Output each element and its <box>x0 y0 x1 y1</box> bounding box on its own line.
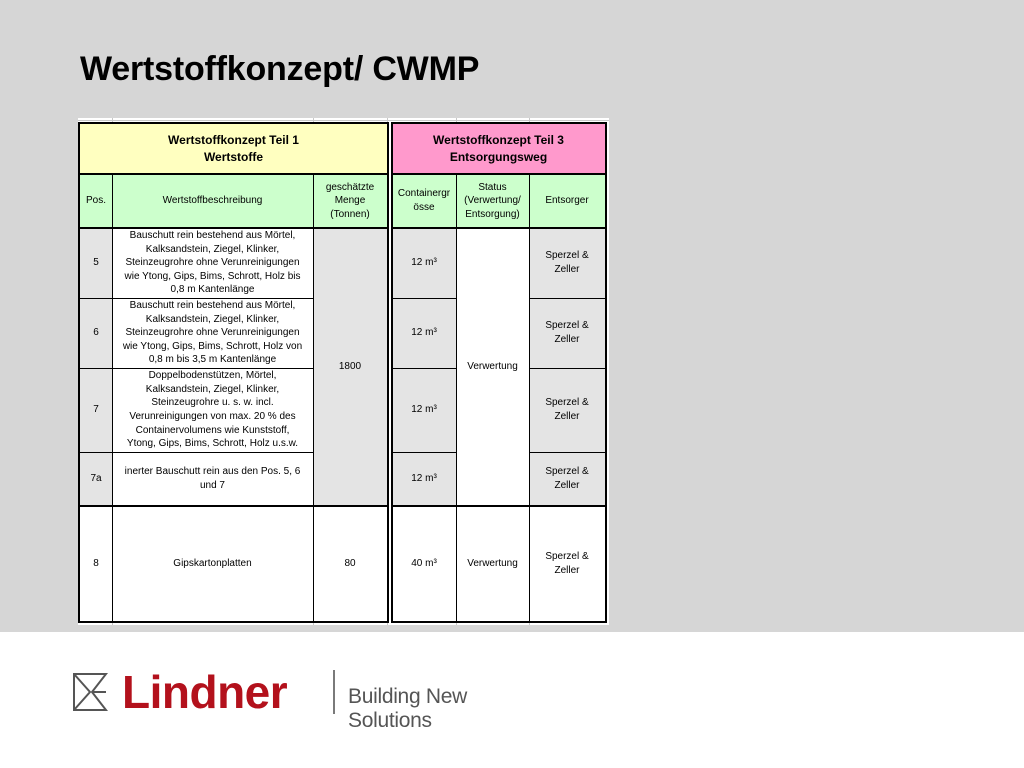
part1-header: Wertstoffkonzept Teil 1 Wertstoffe <box>80 124 387 174</box>
merged-menge-cell: 1800 <box>313 228 387 506</box>
thick-border <box>391 227 607 229</box>
table-row-entsorger: Sperzel & Zeller <box>529 506 605 621</box>
table-row-container: 40 m³ <box>392 506 456 621</box>
table-row-description: Bauschutt rein bestehend aus Mörtel, Kalksandstein, Ziegel, Klinker, Steinzeugrohre ohne Verunreinigungen wie Ytong, Gips, Bims, Schrott, Holz bis 0,8 m Kantenlänge <box>112 228 313 298</box>
spreadsheet-table <box>78 118 609 625</box>
cell-border <box>80 298 313 299</box>
column-header-entsorger: Entsorger <box>529 174 605 228</box>
thick-border <box>78 173 389 175</box>
lindner-logo-mark-icon <box>72 672 108 712</box>
thick-border <box>391 122 393 623</box>
column-header-menge: geschätzte Menge (Tonnen) <box>313 174 387 228</box>
gridline-horizontal <box>78 120 609 121</box>
cell-border <box>392 368 456 369</box>
thick-border <box>391 621 607 623</box>
footer-logo <box>72 666 552 732</box>
table-row-pos: 7a <box>80 452 112 506</box>
thick-border <box>78 122 80 623</box>
table-row-entsorger: Sperzel & Zeller <box>529 368 605 452</box>
brand-wordmark: Lindner <box>122 666 288 718</box>
thick-border <box>387 122 389 623</box>
cell-border <box>529 368 605 369</box>
cell-border <box>313 174 314 621</box>
table-row-description: inerter Bauschutt rein aus den Pos. 5, 6 und 7 <box>112 452 313 506</box>
thick-border <box>78 227 389 229</box>
table-row-pos: 6 <box>80 298 112 368</box>
table-row-entsorger: Sperzel & Zeller <box>529 298 605 368</box>
column-header-status: Status (Verwertung/ Entsorgung) <box>456 174 529 228</box>
cell-border <box>529 174 530 621</box>
thick-border <box>605 122 607 623</box>
table-row-container: 12 m³ <box>392 452 456 506</box>
thick-border <box>391 122 607 124</box>
cell-border <box>80 452 313 453</box>
cell-border <box>456 174 457 621</box>
table-row-description: Gipskartonplatten <box>112 506 313 621</box>
cell-border <box>80 368 313 369</box>
table-row-container: 12 m³ <box>392 298 456 368</box>
part3-header: Wertstoffkonzept Teil 3 Entsorgungsweg <box>392 124 605 174</box>
column-header-container: Containergr össe <box>392 174 456 228</box>
table-row-menge: 80 <box>313 506 387 621</box>
table-row-description: Doppelbodenstützen, Mörtel, Kalksandstein, Ziegel, Klinker, Steinzeugrohre u. s. w. incl. Verunreinigungen von max. 20 % des Containervolumens wie Kunststoff, Ytong, Gips, Bims, Schrott, Holz u.s.w. <box>112 368 313 452</box>
cell-border <box>529 298 605 299</box>
cell-border <box>392 452 456 453</box>
thick-border <box>78 122 389 124</box>
thick-border <box>78 505 389 507</box>
footer-divider <box>333 670 335 714</box>
cell-border <box>529 452 605 453</box>
table-row-entsorger: Sperzel & Zeller <box>529 452 605 506</box>
table-row-pos: 7 <box>80 368 112 452</box>
column-header-beschreibung: Wertstoffbeschreibung <box>112 174 313 228</box>
thick-border <box>78 621 389 623</box>
table-row-pos: 5 <box>80 228 112 298</box>
table-row-entsorger: Sperzel & Zeller <box>529 228 605 298</box>
thick-border <box>391 505 607 507</box>
table-row-description: Bauschutt rein bestehend aus Mörtel, Kalksandstein, Ziegel, Klinker, Steinzeugrohre ohne Verunreinigungen wie Ytong, Gips, Bims, Schrott, Holz von 0,8 m bis 3,5 m Kantenlänge <box>112 298 313 368</box>
cell-border <box>112 174 113 621</box>
table-row-status: Verwertung <box>456 506 529 621</box>
thick-border <box>391 173 607 175</box>
slide-title: Wertstoffkonzept/ CWMP <box>80 50 480 88</box>
table-row-container: 12 m³ <box>392 368 456 452</box>
column-header-pos: Pos. <box>80 174 112 228</box>
table-row-pos: 8 <box>80 506 112 621</box>
brand-tagline: Building New Solutions <box>348 685 467 732</box>
table-row-container: 12 m³ <box>392 228 456 298</box>
merged-status-cell: Verwertung <box>456 228 529 506</box>
cell-border <box>392 298 456 299</box>
